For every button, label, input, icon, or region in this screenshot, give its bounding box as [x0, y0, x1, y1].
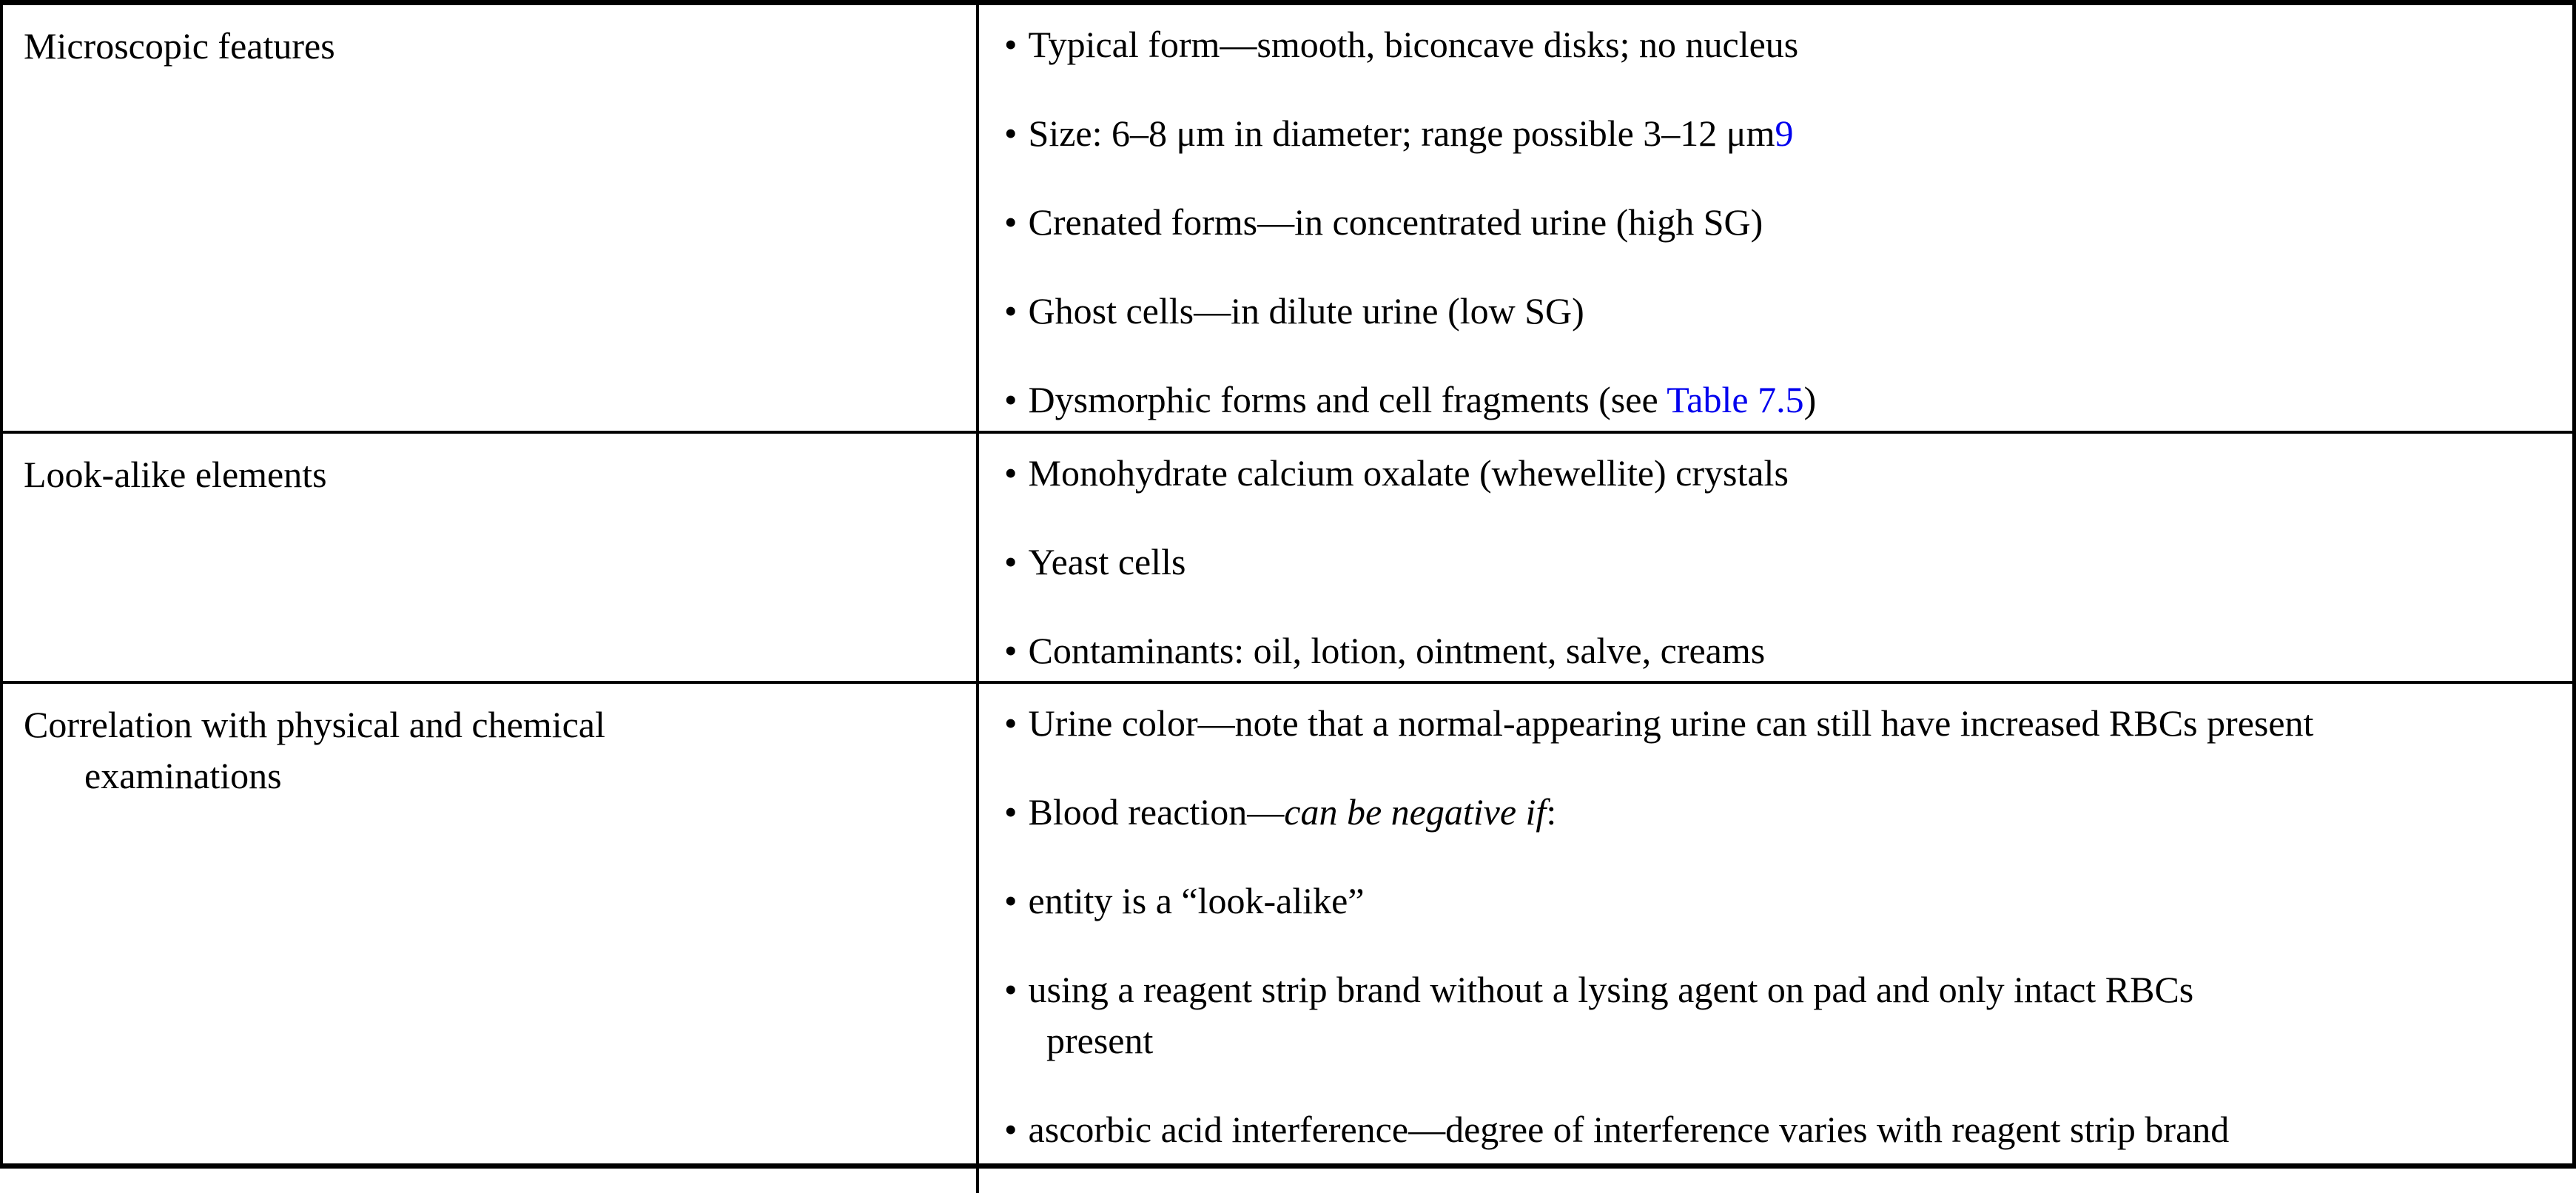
bullet-text: Yeast cells — [1028, 541, 1186, 582]
bullet-text: Monohydrate calcium oxalate (whewellite) crystals — [1028, 452, 1789, 494]
category-cell — [3, 684, 979, 1193]
bullet-icon: • — [1004, 630, 1018, 671]
bullet-item — [1004, 876, 2556, 927]
bullet-text-tail: ) — [1803, 379, 1817, 420]
table-7-5-link[interactable]: Table 7.5 — [1667, 379, 1804, 420]
category-label: Microscopic features — [24, 25, 335, 67]
details-cell — [979, 684, 2572, 1193]
bullet-item — [1004, 964, 2556, 1066]
bullet-icon: • — [1004, 880, 1018, 921]
bullet-text: Typical form—smooth, biconcave disks; no nucleus — [1028, 24, 1799, 65]
bullet-item — [1004, 787, 2556, 838]
bullet-text: Urine color—note that a normal-appearing urine can still have increased RBCs present — [1028, 702, 2314, 744]
bullet-item — [1004, 625, 2556, 676]
bullet-icon: • — [1004, 290, 1018, 332]
bullet-item — [1004, 19, 2556, 70]
bullet-item — [1004, 537, 2556, 588]
footnote-reference-link[interactable]: 9 — [1775, 112, 1794, 154]
bullet-text: ascorbic acid interference—degree of interference varies with reagent strip brand — [1028, 1109, 2230, 1150]
bullet-item — [1004, 197, 2556, 248]
bullet-icon: • — [1004, 702, 1018, 744]
bullet-text: Contaminants: oil, lotion, ointment, salve, creams — [1028, 630, 1766, 671]
details-cell — [979, 5, 2572, 431]
bullet-icon: • — [1004, 452, 1018, 494]
bullet-text: Ghost cells—in dilute urine (low SG) — [1028, 290, 1584, 332]
bullet-item — [1004, 108, 2556, 159]
table-row-look-alike-elements — [3, 434, 2572, 684]
bullet-text: Size: 6–8 μm in diameter; range possible 3–12 μm — [1028, 112, 1775, 154]
bullet-text: using a reagent strip brand without a lysing agent on pad and only intact RBCs — [1028, 969, 2194, 1010]
bullet-item — [1004, 448, 2556, 499]
category-cell — [3, 5, 979, 431]
bullet-icon: • — [1004, 1109, 1018, 1150]
bullet-icon: • — [1004, 112, 1018, 154]
bullet-text: entity is a “look-alike” — [1028, 880, 1365, 921]
bullet-item — [1004, 1104, 2556, 1155]
category-label-line2: examinations — [84, 755, 282, 796]
table-row-correlation-examinations — [3, 684, 2572, 1193]
category-label — [24, 699, 954, 802]
bullet-icon: • — [1004, 969, 1018, 1010]
bullet-text: Blood reaction— — [1028, 791, 1285, 833]
bullet-icon: • — [1004, 201, 1018, 243]
bullet-icon: • — [1004, 791, 1018, 833]
bullet-text: Crenated forms—in concentrated urine (high SG) — [1028, 201, 1763, 243]
bullet-text: Dysmorphic forms and cell fragments (see — [1028, 379, 1667, 420]
bullet-item — [1004, 698, 2556, 749]
category-label-line1: Correlation with physical and chemical — [24, 704, 605, 745]
bullet-text-wrapped-line: present — [1046, 1020, 1154, 1061]
category-cell — [3, 434, 979, 681]
bullet-item — [1004, 286, 2556, 337]
details-cell — [979, 434, 2572, 681]
emphasis-text: can be negative if — [1284, 791, 1547, 833]
bullet-icon: • — [1004, 541, 1018, 582]
bullet-icon: • — [1004, 379, 1018, 420]
table-row-microscopic-features — [3, 5, 2572, 434]
category-label: Look-alike elements — [24, 454, 327, 495]
bullet-text-tail: : — [1546, 791, 1557, 833]
bullet-item — [1004, 374, 2556, 426]
bullet-icon: • — [1004, 24, 1018, 65]
